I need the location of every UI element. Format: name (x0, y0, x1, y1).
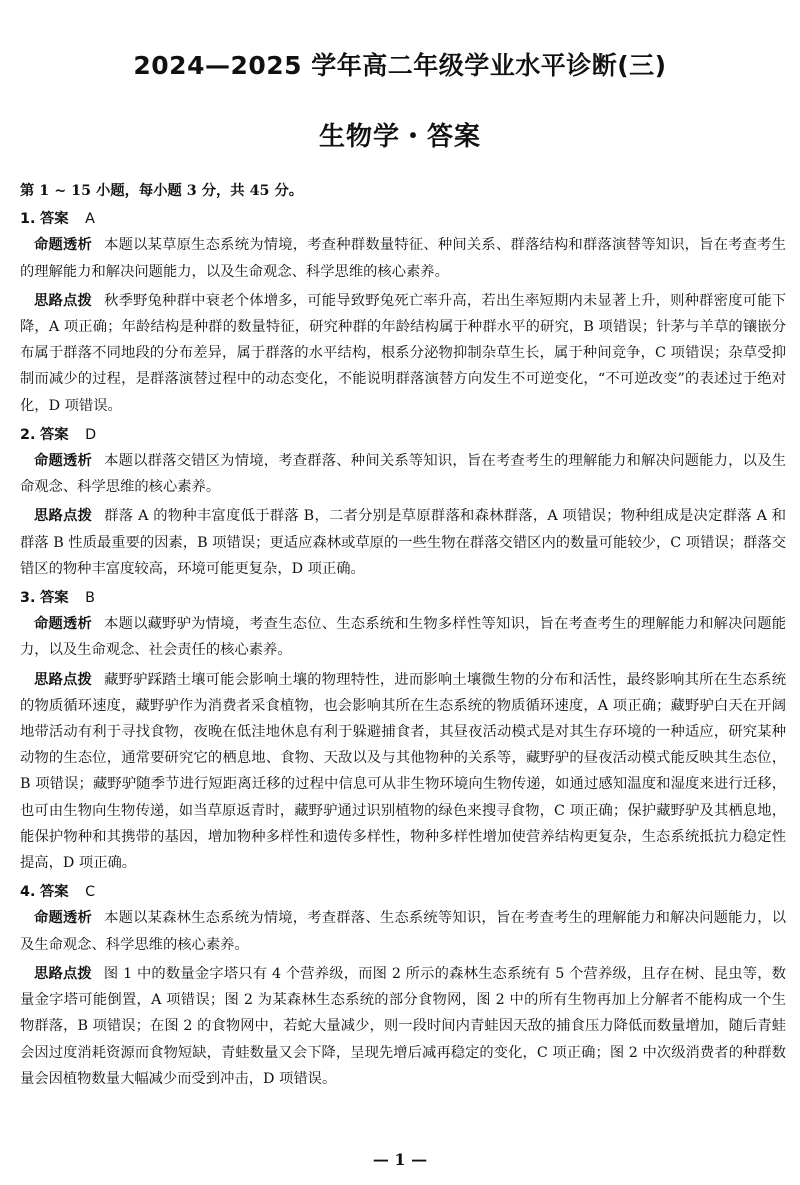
analysis-text: 本题以群落交错区为情境，考查群落、种间关系等知识，旨在考查考生的理解能力和解决问题能力，以及生命观念、科学思维的核心素养。 (20, 453, 787, 496)
analysis-paragraph (20, 905, 786, 957)
answer-label: 答案 (39, 590, 69, 607)
analysis-text: 本题以藏野驴为情境，考查生态位、生态系统和生物多样性等知识，旨在考查考生的理解能力和解决问题能力，以及生命观念、社会责任的核心素养。 (20, 616, 787, 659)
analysis-text: 本题以某草原生态系统为情境，考查种群数量特征、种间关系、群落结构和群落演替等知识，旨在考查考生的理解能力和解决问题能力，以及生命观念、科学思维的核心素养。 (20, 237, 787, 280)
question-block (20, 585, 786, 876)
question-number: 1. (20, 211, 36, 228)
tips-text: 藏野驴踩踏土壤可能会影响土壤的物理特性，进而影响土壤微生物的分布和活性，最终影响其所在生态系统的物质循环速度，藏野驴作为消费者采食植物，也会影响其所在生态系统的物质循环速度，A 项正确；藏野驴白天在开阔地带活动有利于寻找食物，夜晚在低洼地休息有利于躲避捕食者，其昼夜活动模式是对其生存环境的一种适应，研究某种动物的生态位，通常要研究它的栖息地、食物、天敌以及与其他物种的关系等，藏野驴的昼夜活动模式能反映其生态位，B 项错误；藏野驴随季节进行短距离迁移的过程中信息可从非生物环境向生物传递，如通过感知温度和湿度来进行迁移，也可由生物向生物传递，如当草原返青时，藏野驴通过识别植物的绿色来搜寻食物，C 项正确；保护藏野驴及其栖息地，能保护物种和其携带的基因，增加物种多样性和遗传多样性，物种多样性增加使营养结构更复杂，生态系统抵抗力稳定性提高，D 项正确。 (20, 671, 787, 872)
question-number: 2. (20, 426, 36, 443)
analysis-label: 命题透析 (34, 453, 93, 470)
tips-text: 图 1 中的数量金字塔只有 4 个营养级，而图 2 所示的森林生态系统有 5 个营养级，且存在树、昆虫等，数量金字塔可能倒置，A 项错误；图 2 为某森林生态系统的部分食物网，图 2 中的所有生物再加上分解者不能构成一个生物群落，B 项错误；在图 2 的食物网中，若蛇大量减少，则一段时间内青蛙因天敌的捕食压力降低而数量增加，随后青蛙会因过度消耗资源而食物短缺，青蛙数量又会下降，呈现先增后减再稳定的变化，C 项正确；图 2 中次级消费者的种群数量会因植物数量大幅减少而受到冲击，D 项错误。 (20, 965, 786, 1087)
tips-paragraph (20, 288, 786, 419)
question-number: 4. (20, 884, 36, 901)
question-block (20, 422, 786, 582)
question-answer-line (20, 585, 786, 611)
answer-value: C (85, 884, 96, 901)
document-subtitle: 生物学・答案 (318, 122, 481, 152)
answer-label: 答案 (39, 884, 69, 901)
tips-paragraph (20, 667, 786, 877)
analysis-paragraph (20, 232, 786, 284)
question-block (20, 879, 786, 1092)
analysis-paragraph (20, 611, 786, 663)
analysis-label: 命题透析 (34, 237, 93, 254)
question-block (20, 206, 786, 419)
analysis-label: 命题透析 (34, 910, 93, 927)
tips-label: 思路点拨 (34, 508, 93, 525)
analysis-text: 本题以某森林生态系统为情境，考查群落、生态系统等知识，旨在考查考生的理解能力和解决问题能力，以及生命观念、科学思维的核心素养。 (20, 910, 787, 953)
question-answer-line (20, 206, 786, 232)
answer-label: 答案 (39, 426, 69, 443)
answer-value: A (85, 211, 95, 228)
document-title: 2024—2025 学年高二年级学业水平诊断(三) (133, 51, 667, 80)
tips-text: 群落 A 的物种丰富度低于群落 B，二者分别是草原群落和森林群落，A 项错误；物种组成是决定群落 A 和群落 B 性质最重要的因素，B 项错误；更适应森林或草原的一些生物在群落交错区内的数量可能较少，C 项错误；群落交错区的物种丰富度较高，环境可能更复杂，D 项正确。 (20, 508, 786, 577)
analysis-paragraph (20, 448, 786, 500)
tips-label: 思路点拨 (34, 671, 93, 688)
answer-label: 答案 (39, 211, 69, 228)
answer-value: B (85, 590, 95, 607)
question-number: 3. (20, 590, 36, 607)
scoring-intro: 第 1 ~ 15 小题，每小题 3 分，共 45 分。 (20, 183, 304, 199)
tips-text: 秋季野兔种群中衰老个体增多，可能导致野兔死亡率升高，若出生率短期内未显著上升，则种群密度可能下降，A 项正确；年龄结构是种群的数量特征，研究种群的年龄结构属于种群水平的研究，B 项错误；针茅与羊草的镶嵌分布属于群落不同地段的分布差异，属于群落的水平结构，根系分泌物抑制杂草生长，属于种间竞争，C 项错误；杂草受抑制而减少的过程，是群落演替过程中的动态变化，不能说明群落演替方向发生不可逆变化，“不可逆改变”的表述过于绝对化，D 项错误。 (20, 292, 787, 414)
page-number: — 1 — (372, 1150, 428, 1169)
answer-value: D (85, 426, 97, 443)
tips-paragraph (20, 961, 786, 1092)
answer-content (20, 178, 786, 1095)
question-answer-line (20, 422, 786, 448)
question-answer-line (20, 879, 786, 905)
analysis-label: 命题透析 (34, 616, 93, 633)
tips-paragraph (20, 503, 786, 582)
tips-label: 思路点拨 (34, 292, 93, 309)
tips-label: 思路点拨 (34, 965, 92, 982)
